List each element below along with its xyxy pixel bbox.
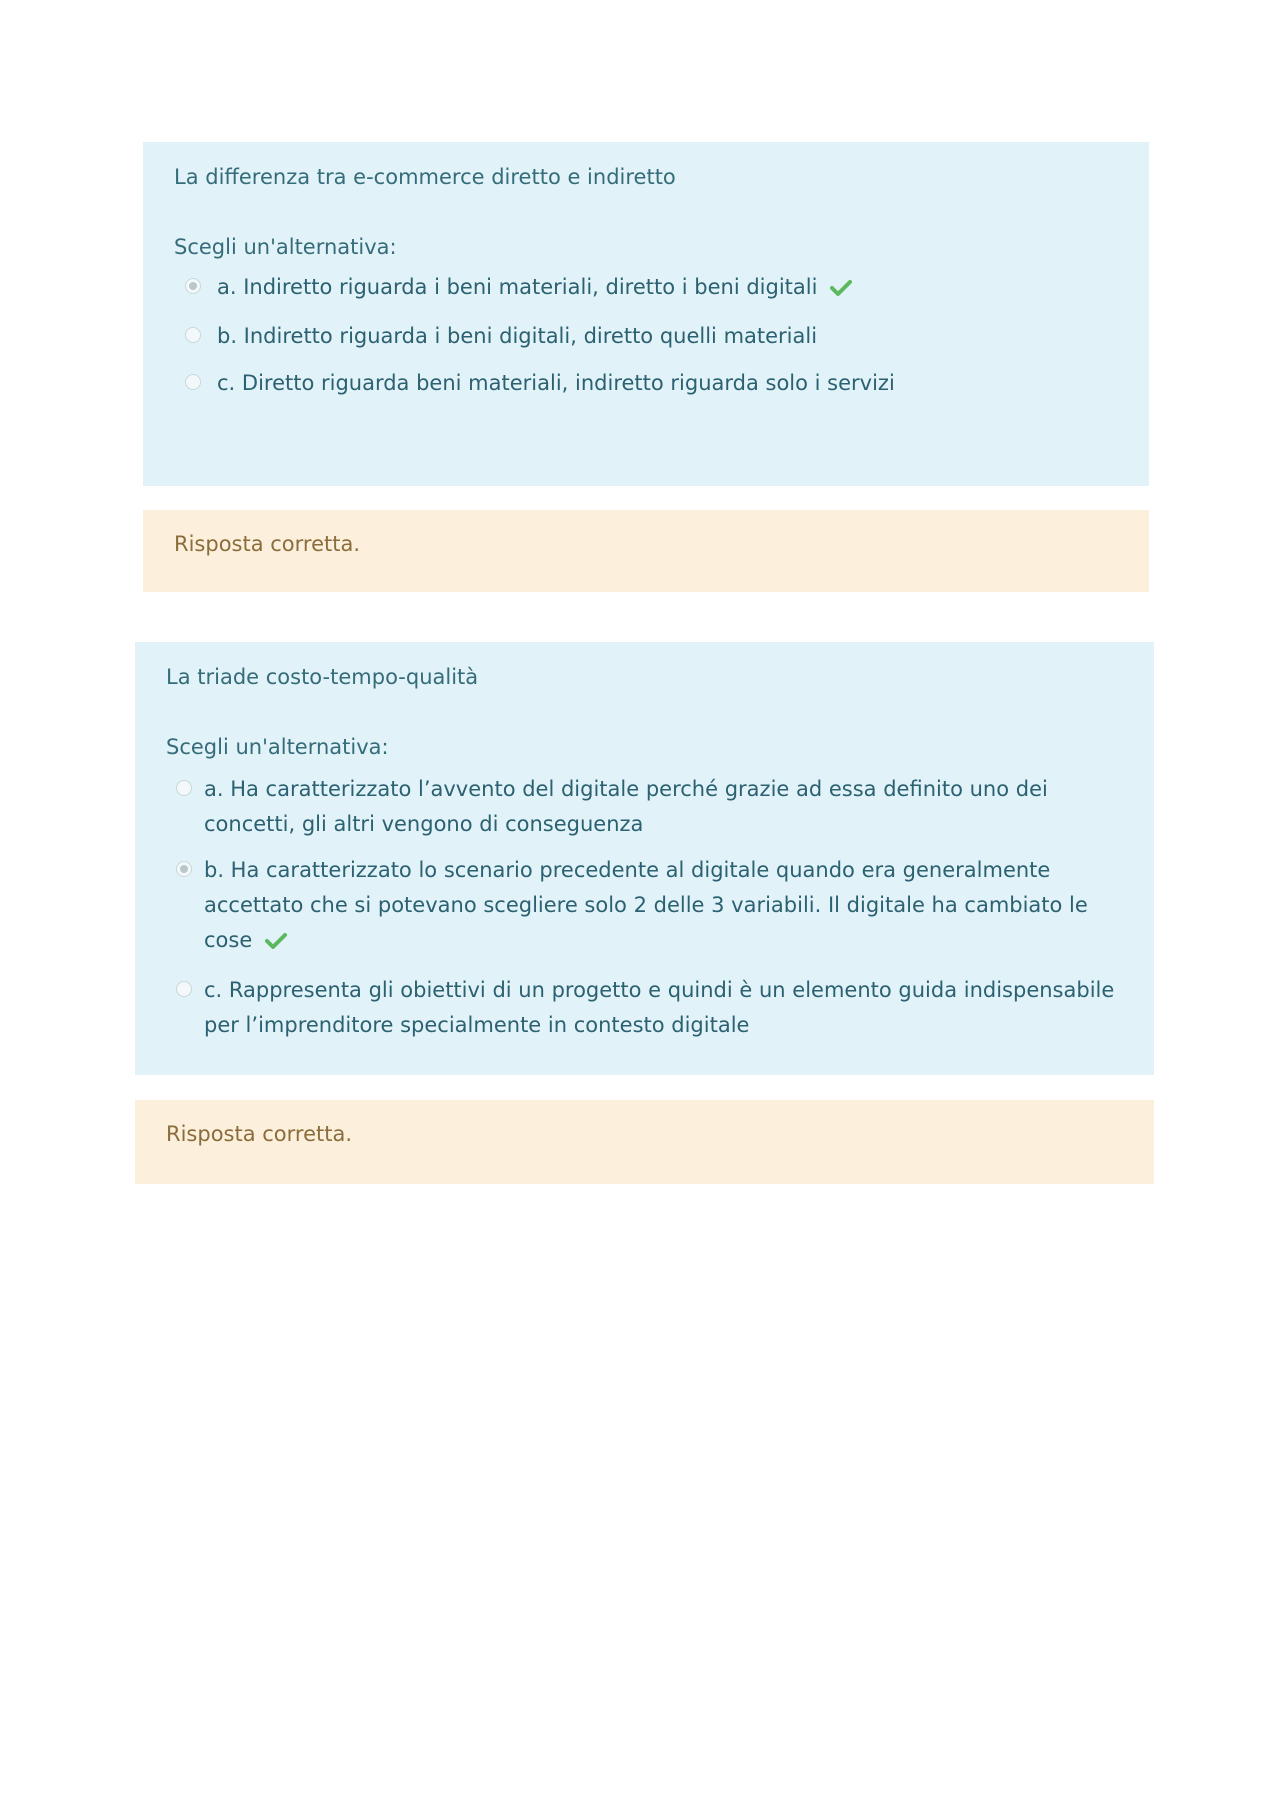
question-2-option-a-radio[interactable] — [176, 780, 192, 796]
question-1-option-b-radio[interactable] — [185, 327, 201, 343]
question-2-prompt: Scegli un'alternativa: — [166, 735, 389, 759]
question-2-option-a-label: a. Ha caratterizzato l’avvento del digitale perché grazie ad essa definito uno dei concetti, gli altri vengono di conseguenza — [204, 777, 1048, 836]
question-1-option-a-radio[interactable] — [185, 278, 201, 294]
question-2-option-a[interactable] — [204, 772, 1134, 842]
question-2-feedback: Risposta corretta. — [166, 1122, 353, 1146]
question-2-option-b[interactable] — [204, 853, 1134, 958]
question-1-prompt: Scegli un'alternativa: — [174, 235, 397, 259]
question-2-box — [135, 642, 1154, 1075]
question-1-option-a-label: a. Indiretto riguarda i beni materiali, diretto i beni digitali — [217, 275, 818, 299]
question-1-option-c[interactable] — [217, 366, 895, 401]
question-1-option-c-label: c. Diretto riguarda beni materiali, indiretto riguarda solo i servizi — [217, 371, 895, 395]
question-2-option-b-radio[interactable] — [176, 861, 192, 877]
question-1-feedback-box — [143, 510, 1149, 592]
question-2-text: La triade costo-tempo-qualità — [166, 665, 479, 689]
question-2-option-b-label: b. Ha caratterizzato lo scenario precedente al digitale quando era generalmente accettato che si potevano scegliere solo 2 delle 3 variabili. Il digitale ha cambiato le cose — [204, 858, 1088, 952]
check-icon — [830, 279, 852, 297]
question-2-option-c-radio[interactable] — [176, 981, 192, 997]
question-1-option-a[interactable] — [217, 270, 852, 305]
question-1-text: La differenza tra e-commerce diretto e indiretto — [174, 165, 676, 189]
question-1-option-b-label: b. Indiretto riguarda i beni digitali, diretto quelli materiali — [217, 324, 818, 348]
question-1-feedback: Risposta corretta. — [174, 532, 361, 556]
question-1-option-b[interactable] — [217, 319, 817, 354]
question-2-option-c-label: c. Rappresenta gli obiettivi di un progetto e quindi è un elemento guida indispensabile per l’imprenditore specialmente in contesto digitale — [204, 978, 1115, 1037]
check-icon — [265, 932, 287, 950]
question-1-box — [143, 142, 1149, 486]
question-1-option-c-radio[interactable] — [185, 374, 201, 390]
question-2-option-c[interactable] — [204, 973, 1134, 1043]
question-2-feedback-box — [135, 1100, 1154, 1184]
